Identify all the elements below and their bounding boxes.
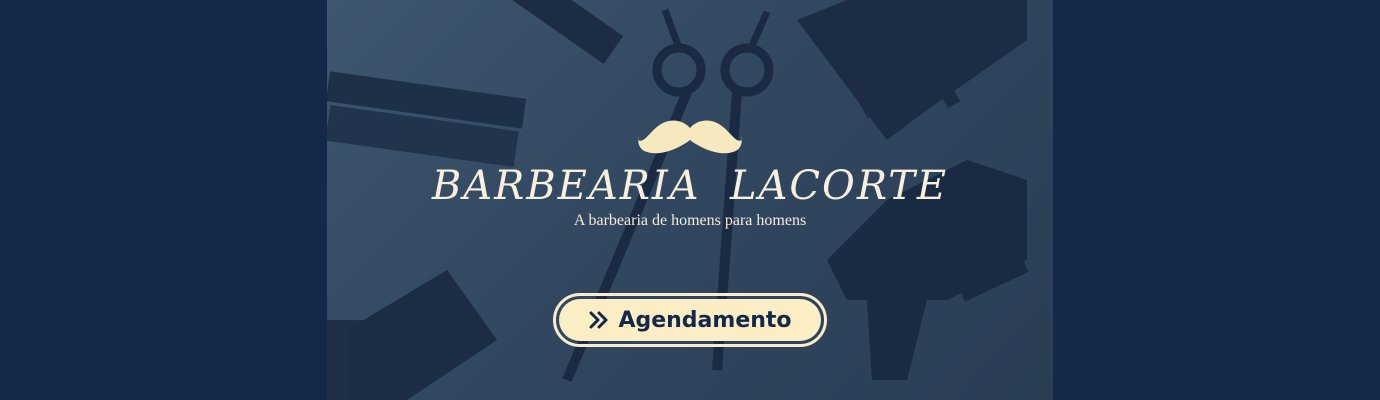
hair-clip — [327, 270, 497, 400]
agendamento-button[interactable] — [553, 293, 827, 347]
comb-right — [797, 0, 1027, 140]
agendamento-button-body[interactable] — [559, 299, 821, 341]
brand-subtitle: A barbearia de homens para homens — [573, 212, 807, 229]
comb-top — [481, 0, 623, 64]
mustache-icon — [637, 116, 743, 158]
agendamento-button-label: Agendamento — [618, 307, 792, 333]
comb-left — [327, 71, 526, 167]
brand-title: BARBEARIA LACORTE — [431, 163, 949, 209]
double-chevron-right-icon — [588, 309, 610, 331]
